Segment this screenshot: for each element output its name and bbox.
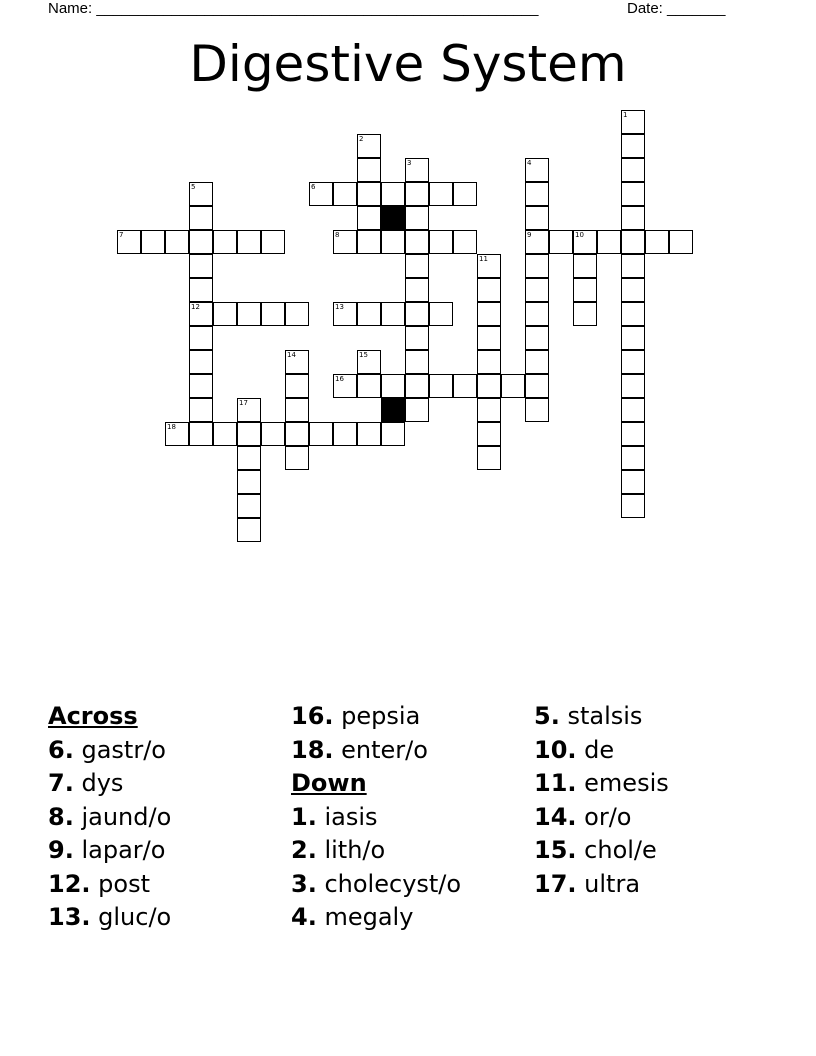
clue-item-text: stalsis <box>567 702 643 730</box>
grid-cell[interactable] <box>405 374 429 398</box>
clue-number: 17 <box>239 399 248 407</box>
grid-cell[interactable] <box>477 374 501 398</box>
grid-cell[interactable] <box>357 182 381 206</box>
grid-cell[interactable] <box>189 398 213 422</box>
clue-item-number: 5. <box>534 702 560 730</box>
grid-cell[interactable] <box>669 230 693 254</box>
clue-item <box>291 700 531 734</box>
clue-number: 4 <box>527 159 532 167</box>
clue-item-number: 1. <box>291 802 317 831</box>
grid-cell[interactable] <box>405 206 429 230</box>
clue-number: 11 <box>479 255 488 263</box>
grid-cell[interactable] <box>381 422 405 446</box>
grid-cell[interactable] <box>621 206 645 230</box>
clue-item <box>48 901 288 935</box>
grid-cell[interactable] <box>621 158 645 182</box>
clue-number: 10 <box>575 231 584 239</box>
clue-column-1 <box>48 700 288 935</box>
clue-item <box>291 901 531 935</box>
grid-cell[interactable] <box>621 278 645 302</box>
grid-cell[interactable] <box>621 398 645 422</box>
date-field-label: Date: _______ <box>627 0 726 17</box>
clue-item-number: 3. <box>291 869 317 898</box>
grid-cell[interactable] <box>261 230 285 254</box>
clue-item-text: post <box>98 869 150 898</box>
grid-cell[interactable] <box>549 230 573 254</box>
grid-cell[interactable] <box>333 230 357 254</box>
grid-cell[interactable] <box>189 182 213 206</box>
clue-section-heading: Across <box>48 702 138 730</box>
clue-number: 9 <box>527 231 532 239</box>
name-field-label: Name: _____________________________________________________ <box>48 0 539 17</box>
grid-cell[interactable] <box>333 422 357 446</box>
clue-column-2 <box>291 700 531 935</box>
clue-item-number: 17. <box>534 869 577 898</box>
grid-cell[interactable] <box>621 350 645 374</box>
grid-cell[interactable] <box>573 278 597 302</box>
grid-cell[interactable] <box>357 350 381 374</box>
grid-cell[interactable] <box>285 350 309 374</box>
grid-cell[interactable] <box>645 230 669 254</box>
clue-item-text: megaly <box>324 903 414 931</box>
clue-item <box>48 767 288 801</box>
grid-cell[interactable] <box>357 206 381 230</box>
clue-number: 15 <box>359 351 368 359</box>
grid-cell[interactable] <box>597 230 621 254</box>
clue-item-number: 18. <box>291 735 334 764</box>
grid-cell[interactable] <box>213 230 237 254</box>
grid-cell[interactable] <box>477 254 501 278</box>
clue-item-text: chol/e <box>584 836 657 864</box>
clue-item <box>291 801 531 835</box>
clue-number: 6 <box>311 183 316 191</box>
clue-item-text: enter/o <box>341 735 428 764</box>
grid-cell[interactable] <box>405 350 429 374</box>
clue-number: 12 <box>191 303 200 311</box>
grid-cell[interactable] <box>237 518 261 542</box>
clue-item-text: pepsia <box>341 702 421 730</box>
clue-item-number: 13. <box>48 903 91 931</box>
grid-cell[interactable] <box>405 302 429 326</box>
grid-cell[interactable] <box>357 134 381 158</box>
clue-item-text: lith/o <box>324 836 386 864</box>
clue-item-number: 14. <box>534 802 577 831</box>
black-cell <box>381 398 405 422</box>
grid-cell[interactable] <box>525 326 549 350</box>
grid-cell[interactable] <box>405 326 429 350</box>
grid-cell[interactable] <box>309 182 333 206</box>
grid-cell[interactable] <box>381 374 405 398</box>
clue-item-number: 2. <box>291 836 317 864</box>
grid-cell[interactable] <box>285 374 309 398</box>
clue-column-3 <box>534 700 774 901</box>
grid-cell[interactable] <box>405 254 429 278</box>
grid-cell[interactable] <box>405 182 429 206</box>
clue-item <box>48 834 288 868</box>
clue-number: 1 <box>623 111 628 119</box>
grid-cell[interactable] <box>213 302 237 326</box>
grid-cell[interactable] <box>405 158 429 182</box>
clue-item-text: dys <box>81 769 124 797</box>
grid-cell[interactable] <box>285 398 309 422</box>
grid-cell[interactable] <box>333 374 357 398</box>
clue-item <box>291 734 531 768</box>
grid-cell[interactable] <box>621 134 645 158</box>
clue-item <box>291 868 531 902</box>
clue-item-number: 12. <box>48 869 91 898</box>
clue-item-number: 15. <box>534 836 577 864</box>
clue-item-number: 6. <box>48 735 74 764</box>
clue-item-number: 9. <box>48 836 74 864</box>
grid-cell[interactable] <box>429 302 453 326</box>
grid-cell[interactable] <box>117 230 141 254</box>
grid-cell[interactable] <box>165 230 189 254</box>
grid-cell[interactable] <box>357 422 381 446</box>
grid-cell[interactable] <box>381 302 405 326</box>
grid-cell[interactable] <box>189 230 213 254</box>
grid-cell[interactable] <box>573 254 597 278</box>
clue-item-text: emesis <box>584 769 669 797</box>
grid-cell[interactable] <box>237 470 261 494</box>
clue-item <box>48 868 288 902</box>
grid-cell[interactable] <box>165 422 189 446</box>
clue-number: 18 <box>167 423 176 431</box>
clue-number: 16 <box>335 375 344 383</box>
grid-cell[interactable] <box>453 230 477 254</box>
grid-cell[interactable] <box>285 446 309 470</box>
clue-item <box>48 801 288 835</box>
grid-cell[interactable] <box>213 422 237 446</box>
grid-cell[interactable] <box>477 422 501 446</box>
clue-number: 2 <box>359 135 364 143</box>
grid-cell[interactable] <box>261 302 285 326</box>
clue-item-text: or/o <box>584 802 632 831</box>
grid-cell[interactable] <box>525 398 549 422</box>
clue-number: 5 <box>191 183 196 191</box>
clue-item-number: 16. <box>291 702 334 730</box>
clue-item-text: jaund/o <box>81 802 172 831</box>
grid-cell[interactable] <box>525 158 549 182</box>
grid-cell[interactable] <box>285 302 309 326</box>
grid-cell[interactable] <box>453 182 477 206</box>
clue-item <box>534 834 774 868</box>
clue-item <box>534 700 774 734</box>
clue-item-text: de <box>584 735 615 764</box>
grid-cell[interactable] <box>477 398 501 422</box>
grid-cell[interactable] <box>333 302 357 326</box>
grid-cell[interactable] <box>189 374 213 398</box>
grid-cell[interactable] <box>189 302 213 326</box>
grid-cell[interactable] <box>621 326 645 350</box>
grid-cell[interactable] <box>189 278 213 302</box>
grid-cell[interactable] <box>621 182 645 206</box>
clue-number: 8 <box>335 231 340 239</box>
grid-cell[interactable] <box>237 398 261 422</box>
black-cell <box>381 206 405 230</box>
clue-section-heading: Down <box>291 769 367 797</box>
grid-cell[interactable] <box>525 230 549 254</box>
clue-item <box>48 734 288 768</box>
grid-cell[interactable] <box>285 422 309 446</box>
grid-cell[interactable] <box>405 278 429 302</box>
clue-number: 3 <box>407 159 412 167</box>
grid-cell[interactable] <box>477 278 501 302</box>
grid-cell[interactable] <box>237 494 261 518</box>
clue-item <box>534 734 774 768</box>
clue-item-number: 10. <box>534 735 577 764</box>
grid-cell[interactable] <box>141 230 165 254</box>
grid-cell[interactable] <box>477 350 501 374</box>
grid-cell[interactable] <box>621 446 645 470</box>
clue-item-number: 8. <box>48 802 74 831</box>
grid-cell[interactable] <box>621 494 645 518</box>
grid-cell[interactable] <box>237 230 261 254</box>
clue-item <box>534 767 774 801</box>
grid-cell[interactable] <box>477 326 501 350</box>
grid-cell[interactable] <box>573 302 597 326</box>
grid-cell[interactable] <box>621 470 645 494</box>
grid-cell[interactable] <box>189 206 213 230</box>
page-title: Digestive System <box>189 35 627 93</box>
grid-cell[interactable] <box>405 230 429 254</box>
grid-cell[interactable] <box>189 326 213 350</box>
grid-cell[interactable] <box>621 110 645 134</box>
grid-cell[interactable] <box>501 374 525 398</box>
grid-cell[interactable] <box>525 254 549 278</box>
grid-cell[interactable] <box>405 398 429 422</box>
clue-item <box>291 834 531 868</box>
grid-cell[interactable] <box>429 374 453 398</box>
grid-cell[interactable] <box>621 374 645 398</box>
grid-cell[interactable] <box>621 422 645 446</box>
clue-item <box>534 868 774 902</box>
grid-cell[interactable] <box>357 302 381 326</box>
grid-cell[interactable] <box>333 182 357 206</box>
grid-cell[interactable] <box>477 446 501 470</box>
clue-item-text: cholecyst/o <box>324 869 462 898</box>
grid-cell[interactable] <box>429 182 453 206</box>
grid-cell[interactable] <box>357 230 381 254</box>
clue-item-number: 7. <box>48 769 74 797</box>
grid-cell[interactable] <box>237 446 261 470</box>
clue-item <box>534 801 774 835</box>
clue-item-number: 11. <box>534 769 577 797</box>
clue-item-text: ultra <box>584 869 641 898</box>
grid-cell[interactable] <box>525 278 549 302</box>
grid-cell[interactable] <box>261 422 285 446</box>
grid-cell[interactable] <box>453 374 477 398</box>
grid-cell[interactable] <box>237 302 261 326</box>
grid-cell[interactable] <box>429 230 453 254</box>
grid-cell[interactable] <box>189 350 213 374</box>
clue-item-number: 4. <box>291 903 317 931</box>
grid-cell[interactable] <box>525 182 549 206</box>
grid-cell[interactable] <box>573 230 597 254</box>
grid-cell[interactable] <box>381 230 405 254</box>
grid-cell[interactable] <box>621 302 645 326</box>
grid-cell[interactable] <box>525 374 549 398</box>
clue-item-text: iasis <box>324 802 378 831</box>
grid-cell[interactable] <box>357 158 381 182</box>
clue-item-text: gastr/o <box>81 735 166 764</box>
grid-cell[interactable] <box>621 254 645 278</box>
grid-cell[interactable] <box>189 422 213 446</box>
clue-item-text: lapar/o <box>81 836 166 864</box>
grid-cell[interactable] <box>525 302 549 326</box>
grid-cell[interactable] <box>525 206 549 230</box>
grid-cell[interactable] <box>237 422 261 446</box>
grid-cell[interactable] <box>621 230 645 254</box>
grid-cell[interactable] <box>525 350 549 374</box>
grid-cell[interactable] <box>357 374 381 398</box>
grid-cell[interactable] <box>189 254 213 278</box>
grid-cell[interactable] <box>477 302 501 326</box>
grid-cell[interactable] <box>309 422 333 446</box>
clue-number: 7 <box>119 231 124 239</box>
clue-number: 14 <box>287 351 296 359</box>
clue-number: 13 <box>335 303 344 311</box>
clue-item-text: gluc/o <box>98 903 172 931</box>
grid-cell[interactable] <box>381 182 405 206</box>
